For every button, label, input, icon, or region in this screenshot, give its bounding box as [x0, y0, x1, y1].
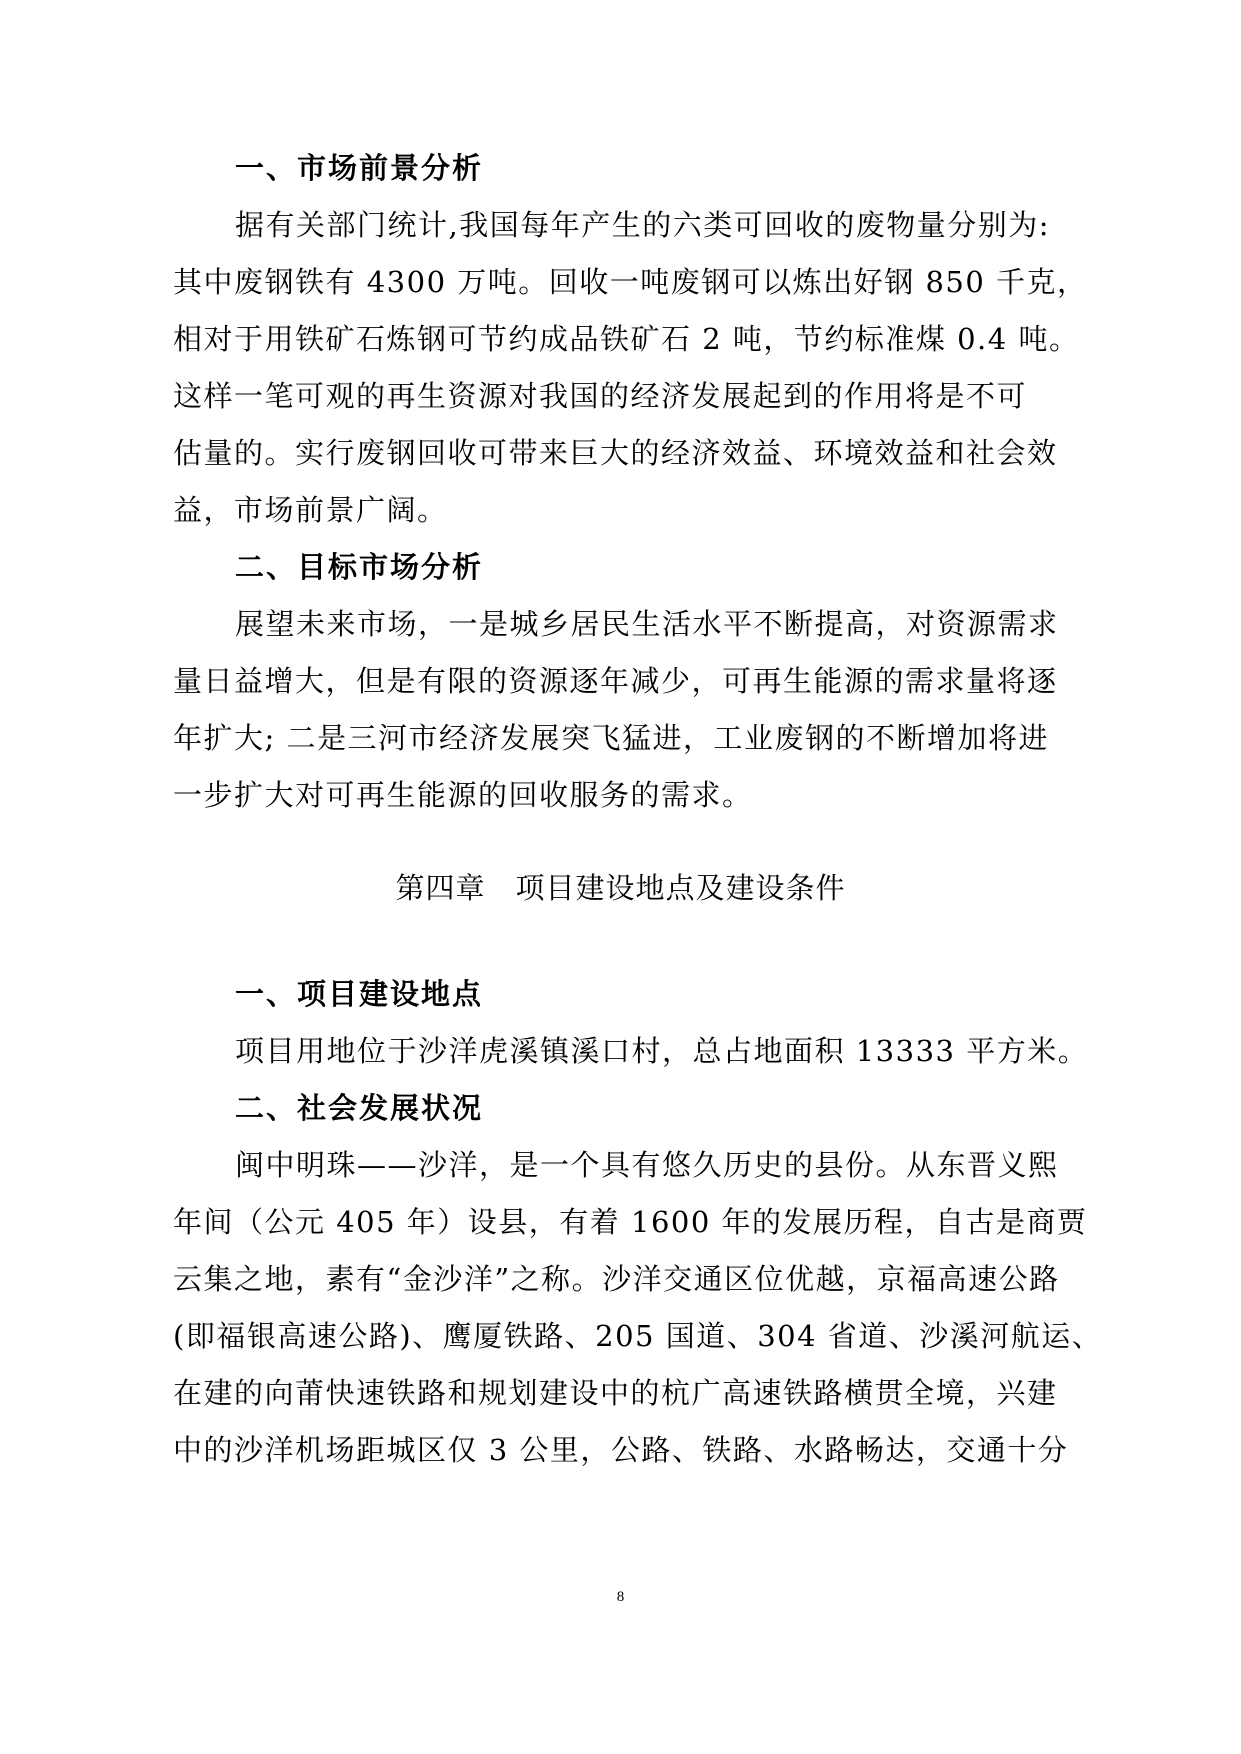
paragraph-line: (即福银高速公路)、鹰厦铁路、205 国道、304 省道、沙溪河航运、: [173, 1319, 1103, 1353]
paragraph-line: 展望未来市场，一是城乡居民生活水平不断提高，对资源需求: [235, 607, 1059, 641]
section-heading-market-outlook: 一、市场前景分析: [235, 151, 484, 185]
section-heading-social-development: 二、社会发展状况: [235, 1091, 484, 1125]
paragraph-line: 相对于用铁矿石炼钢可节约成品铁矿石 2 吨，节约标准煤 0.4 吨。: [173, 322, 1080, 356]
paragraph-line: 年间（公元 405 年）设县，有着 1600 年的发展历程，自古是商贾: [173, 1205, 1088, 1239]
paragraph-line: 中的沙洋机场距城区仅 3 公里，公路、铁路、水路畅达，交通十分: [173, 1433, 1069, 1467]
paragraph-line: 益，市场前景广阔。: [173, 493, 448, 527]
paragraph-line: 其中废钢铁有 4300 万吨。回收一吨废钢可以炼出好钢 850 千克，: [173, 265, 1088, 299]
paragraph-line: 项目用地位于沙洋虎溪镇溪口村，总占地面积 13333 平方米。: [235, 1034, 1089, 1068]
paragraph-line: 年扩大; 二是三河市经济发展突飞猛进，工业废钢的不断增加将进: [173, 721, 1049, 755]
paragraph-line: 量日益增大，但是有限的资源逐年减少，可再生能源的需求量将逐: [173, 664, 1058, 698]
paragraph-line: 云集之地，素有“金沙洋”之称。沙洋交通区位优越，京福高速公路: [173, 1262, 1060, 1296]
paragraph-line: 据有关部门统计,我国每年产生的六类可回收的废物量分别为:: [235, 208, 1050, 242]
paragraph-line: 闽中明珠——沙洋，是一个具有悠久历史的县份。从东晋义熙: [235, 1148, 1059, 1182]
paragraph-line: 在建的向莆快速铁路和规划建设中的杭广高速铁路横贯全境，兴建: [173, 1376, 1058, 1410]
section-heading-target-market: 二、目标市场分析: [235, 550, 484, 584]
section-heading-project-location: 一、项目建设地点: [235, 977, 484, 1011]
page-number: 8: [616, 1589, 625, 1605]
paragraph-line: 一步扩大对可再生能源的回收服务的需求。: [173, 778, 753, 812]
chapter-title: 第四章 项目建设地点及建设条件: [395, 871, 846, 905]
paragraph-line: 这样一笔可观的再生资源对我国的经济发展起到的作用将是不可: [173, 379, 1028, 413]
paragraph-line: 估量的。实行废钢回收可带来巨大的经济效益、环境效益和社会效: [173, 436, 1058, 470]
